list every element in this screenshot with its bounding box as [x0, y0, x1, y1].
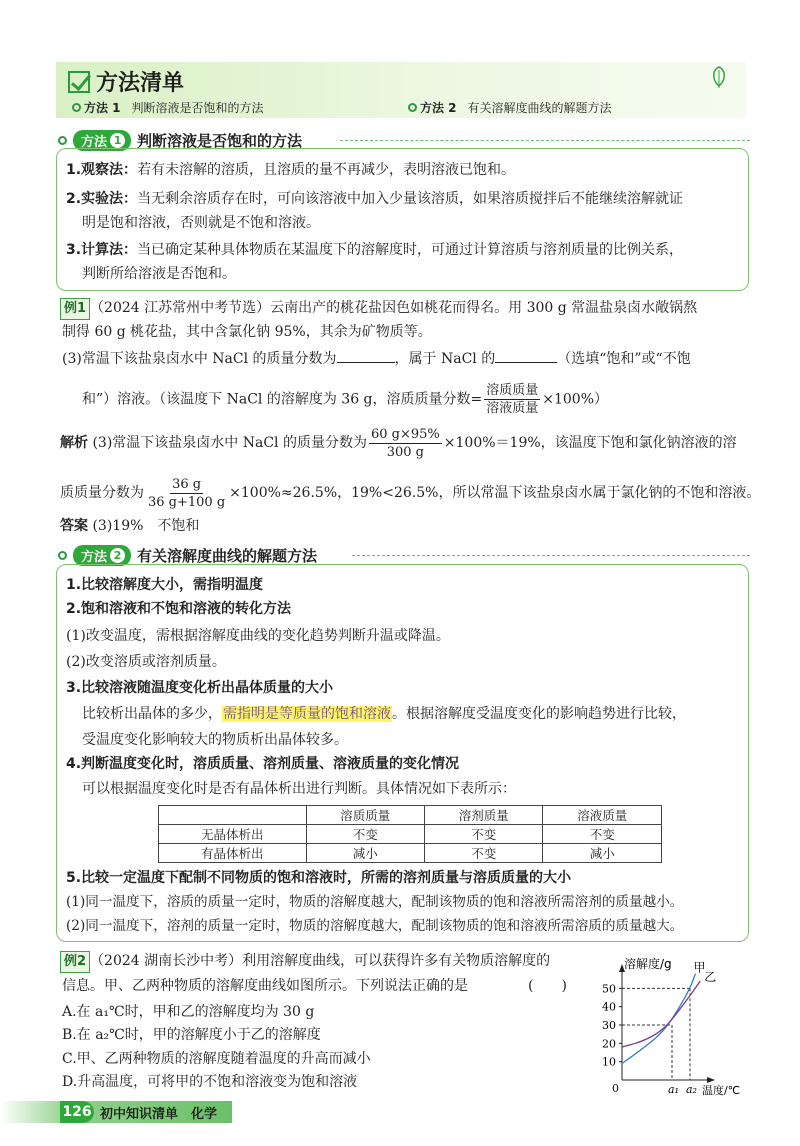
series-label-yi: 乙 [704, 970, 717, 984]
divider [352, 555, 750, 556]
divider [340, 140, 750, 141]
y-tick-label: 30 [602, 1019, 616, 1032]
method1-l1-key: 1.观察法： [66, 162, 138, 178]
bullet-icon [408, 103, 417, 112]
y-axis-label: 溶解度/g [624, 957, 672, 971]
table-cell: 不变 [425, 825, 543, 844]
option-a[interactable]: A.在 a₁℃时，甲和乙的溶解度均为 30 g [62, 1004, 315, 1020]
method2-p3a [82, 704, 686, 724]
method2-p4a: 可以根据温度变化时是否有晶体析出进行判断。具体情况如下表所示： [82, 781, 516, 797]
highlighted-text: 需指明是等质量的饱和溶液 [223, 706, 391, 722]
method2-num: 2 [110, 548, 125, 563]
method2-p5: 5.比较一定温度下配制不同物质的饱和溶液时，所需的溶剂质量与溶质质量的大小 [66, 870, 572, 886]
example2-line2 [62, 976, 567, 996]
table-header: 溶剂质量 [425, 806, 543, 825]
method2-tag-text: 方法 [81, 549, 108, 565]
example1-line1 [60, 298, 697, 320]
fraction-denominator: 36 g+100 g [148, 494, 226, 510]
checkbox-icon [68, 71, 90, 93]
page-number: 126 [60, 1101, 94, 1123]
method2-p5a: (1)同一温度下，溶质的质量一定时，物质的溶解度越大，配制该物质的饱和溶液所需溶剂的质量越小。 [66, 894, 684, 910]
x-tick-label: a₁ [668, 1083, 679, 1096]
method1-heading [58, 130, 302, 150]
fraction-numerator: 36 g [172, 476, 202, 492]
method2-p2a: (1)改变温度，需根据溶解度曲线的变化趋势判断升温或降温。 [66, 628, 450, 644]
mass-fraction-formula [484, 382, 540, 417]
analysis-fraction-2 [146, 476, 227, 511]
y-ticks [602, 982, 622, 1068]
banner-method1-text: 判断溶液是否饱和的方法 [131, 101, 264, 115]
analysis-l1a: (3)常温下该盐泉卤水中 NaCl 的质量分数为 [92, 435, 367, 451]
analysis-fraction-1 [369, 426, 442, 461]
method1-title: 判断溶液是否饱和的方法 [137, 131, 303, 150]
method2-p2: 2.饱和溶液和不饱和溶液的转化方法 [66, 601, 292, 617]
method1-line3 [66, 240, 683, 260]
y-tick-label: 40 [602, 1000, 616, 1014]
method2-p3a2: 。根据溶解度受温度变化的影响趋势进行比较， [392, 706, 686, 722]
table-header [159, 806, 307, 825]
formula-numerator: 溶质质量 [486, 383, 539, 398]
analysis-l1b: ×100%＝19%，该温度下饱和氯化钠溶液的溶 [443, 435, 737, 451]
method1-l2-key: 2.实验法： [66, 191, 138, 207]
table-header-row [159, 806, 662, 825]
method2-p3: 3.比较溶液随温度变化析出晶体质量的大小 [66, 680, 334, 696]
y-tick-label: 50 [602, 982, 616, 996]
method1-line3b: 判断所给溶液是否饱和。 [82, 266, 236, 282]
analysis-l2a: 质质量分数为 [60, 485, 144, 501]
example2-label: 例2 [60, 951, 90, 973]
method2-p5b: (2)同一温度下，溶剂的质量一定时，物质的溶解度越大，配制该物质的饱和溶液所需溶质的质量越大。 [66, 918, 684, 934]
method2-tag [73, 545, 131, 566]
table-header: 溶液质量 [543, 806, 662, 825]
method1-line2 [66, 189, 683, 209]
method2-p1: 1.比较溶解度大小，需指明温度 [66, 577, 264, 593]
table-cell: 不变 [425, 844, 543, 863]
formula-denominator: 溶液质量 [486, 401, 539, 416]
method1-num: 1 [110, 133, 125, 148]
example2-line1 [60, 951, 550, 973]
option-d[interactable]: D.升高温度，可将甲的不饱和溶液变为饱和溶液 [62, 1074, 358, 1090]
answer-text: (3)19% 不饱和 [92, 518, 200, 534]
banner-method2-text: 有关溶解度曲线的解题方法 [467, 101, 612, 115]
table-cell: 有晶体析出 [159, 844, 307, 863]
example1-l3b: ，属于 NaCl 的 [394, 351, 496, 367]
example1-l1: （2024 江苏常州中考节选）云南出产的桃花盐因色如桃花而得名。用 300 g 常温盐泉卤水敞锅熬 [90, 300, 698, 316]
mass-change-table [158, 805, 662, 863]
fraction-numerator: 60 g×95% [370, 426, 440, 442]
analysis-label: 解析 [60, 435, 88, 451]
example1-line2: 制得 60 g 桃花盐，其中含氯化钠 95%，其余为矿物质等。 [62, 324, 432, 340]
origin-label: 0 [612, 1082, 619, 1095]
method2-title: 有关溶解度曲线的解题方法 [137, 546, 318, 565]
analysis-l2b: ×100%≈26.5%，19%<26.5%，所以常温下该盐泉卤水属于氯化钠的不饱和溶液。 [229, 485, 761, 501]
method2-heading [58, 545, 317, 565]
curve-jia [622, 974, 695, 1064]
method2-p4: 4.判断温度变化时，溶质质量、溶剂质量、溶液质量的变化情况 [66, 756, 460, 772]
table-cell: 减小 [306, 844, 424, 863]
analysis-line1 [60, 424, 737, 462]
banner-method2-tag: 方法 2 [420, 101, 457, 115]
fraction-denominator: 300 g [386, 444, 425, 460]
method1-l1-text: 若有未溶解的溶质，且溶质的量不再减少，表明溶液已饱和。 [137, 162, 516, 178]
curves [622, 961, 716, 1064]
table-cell: 无晶体析出 [159, 825, 307, 844]
example1-label: 例1 [60, 298, 90, 320]
answer-line [60, 516, 199, 536]
example1-line4 [82, 382, 608, 417]
y-tick-label: 20 [602, 1037, 616, 1051]
bullet-icon [58, 136, 67, 145]
method2-p3b: 受温度变化影响较大的物质析出晶体较多。 [82, 732, 348, 748]
answer-paren[interactable]: ( ) [528, 978, 567, 994]
example1-line3 [62, 349, 691, 369]
table-cell: 不变 [306, 825, 424, 844]
method-list-title [68, 66, 184, 97]
leaf-icon [708, 64, 730, 90]
method1-line2b: 明是饱和溶液，否则就是不饱和溶液。 [82, 215, 320, 231]
bullet-icon [58, 551, 67, 560]
banner-method1-link[interactable] [72, 99, 264, 116]
y-tick-label: 10 [602, 1055, 616, 1069]
series-label-jia: 甲 [693, 960, 706, 975]
bullet-icon [72, 103, 81, 112]
option-c[interactable]: C.甲、乙两种物质的溶解度随着温度的升高而减小 [62, 1051, 371, 1067]
table-row [159, 844, 662, 863]
table-header: 溶质质量 [306, 806, 424, 825]
table-cell: 不变 [543, 825, 662, 844]
example2-l1: （2024 湖南长沙中考）利用溶解度曲线，可以获得许多有关物质溶解度的 [90, 953, 551, 969]
solubility-chart [590, 950, 760, 1096]
example1-l3c: （选填“饱和”或“不饱 [557, 351, 691, 367]
example1-l3a: (3)常温下该盐泉卤水中 NaCl 的质量分数为 [62, 351, 337, 367]
example1-l4a: 和”）溶液。（该温度下 NaCl 的溶解度为 36 g，溶质质量分数= [82, 391, 483, 408]
banner-method2-link[interactable] [408, 99, 612, 116]
x-tick-label: a₂ [686, 1083, 697, 1096]
method1-l2-text: 当无剩余溶质存在时，可向该溶液中加入少量该溶质，如果溶质搅拌后不能继续溶解就证 [137, 191, 684, 207]
table-row [159, 825, 662, 844]
option-b[interactable]: B.在 a₂℃时，甲的溶解度小于乙的溶解度 [62, 1027, 321, 1043]
banner-method1-tag: 方法 1 [84, 101, 121, 115]
method1-l3-key: 3.计算法： [66, 242, 138, 258]
table-cell: 减小 [543, 844, 662, 863]
answer-blank-1[interactable] [337, 349, 395, 363]
x-ticks [668, 1083, 697, 1096]
method1-tag-text: 方法 [81, 134, 108, 150]
example1-l4b: ×100%） [542, 391, 609, 408]
method2-p2b: (2)改变溶质或溶剂质量。 [66, 654, 226, 670]
method1-line1 [66, 160, 515, 180]
answer-label: 答案 [60, 518, 88, 534]
answer-blank-2[interactable] [495, 349, 557, 363]
analysis-line2 [60, 474, 760, 512]
example2-l2: 信息。甲、乙两种物质的溶解度曲线如图所示。下列说法正确的是 [62, 978, 468, 994]
x-axis-label: 温度/℃ [702, 1084, 741, 1096]
x-axis-arrow-icon [707, 1077, 715, 1083]
footer-title: 初中知识清单 化学 [100, 1107, 218, 1122]
method1-l3-text: 当已确定某种具体物质在某温度下的溶解度时，可通过计算溶质与溶剂质量的比例关系， [137, 242, 684, 258]
method-list-title-text: 方法清单 [96, 71, 185, 96]
method2-p3a1: 比较析出晶体的多少， [82, 706, 222, 722]
